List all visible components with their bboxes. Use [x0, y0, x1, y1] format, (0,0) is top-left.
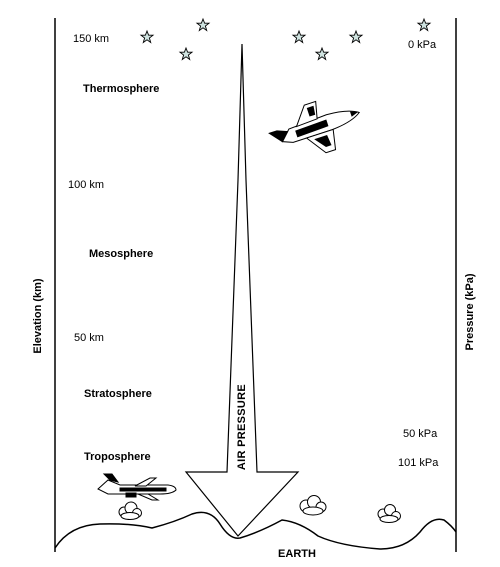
elevation-tick-100: 100 km [68, 179, 105, 191]
star-icon [180, 48, 192, 60]
jet-airplane-icon [98, 474, 176, 500]
earth-label: EARTH [278, 548, 316, 560]
pressure-tick-50: 50 kPa [403, 428, 438, 440]
pressure-axis-title: Pressure (kPa) [464, 273, 476, 351]
pressure-tick-0: 0 kPa [408, 39, 437, 51]
air-pressure-label: AIR PRESSURE [236, 383, 248, 471]
elevation-tick-150: 150 km [73, 33, 110, 45]
star-icon [316, 48, 328, 60]
layer-stratosphere: Stratosphere [84, 388, 152, 400]
cloud-icon [300, 496, 326, 516]
layer-troposphere: Troposphere [84, 451, 151, 463]
stars [141, 19, 430, 60]
star-icon [418, 19, 430, 31]
layer-thermosphere: Thermosphere [83, 83, 160, 95]
layer-mesosphere: Mesosphere [89, 248, 154, 260]
cloud-icon [119, 502, 142, 520]
pressure-tick-101: 101 kPa [398, 457, 439, 469]
star-icon [293, 31, 305, 43]
cloud-icon [378, 505, 401, 523]
star-icon [141, 31, 153, 43]
star-icon [350, 31, 362, 43]
elevation-axis-title: Elevation (km) [32, 278, 44, 354]
elevation-tick-50: 50 km [74, 332, 104, 344]
space-shuttle-icon [264, 90, 368, 168]
star-icon [197, 19, 209, 31]
